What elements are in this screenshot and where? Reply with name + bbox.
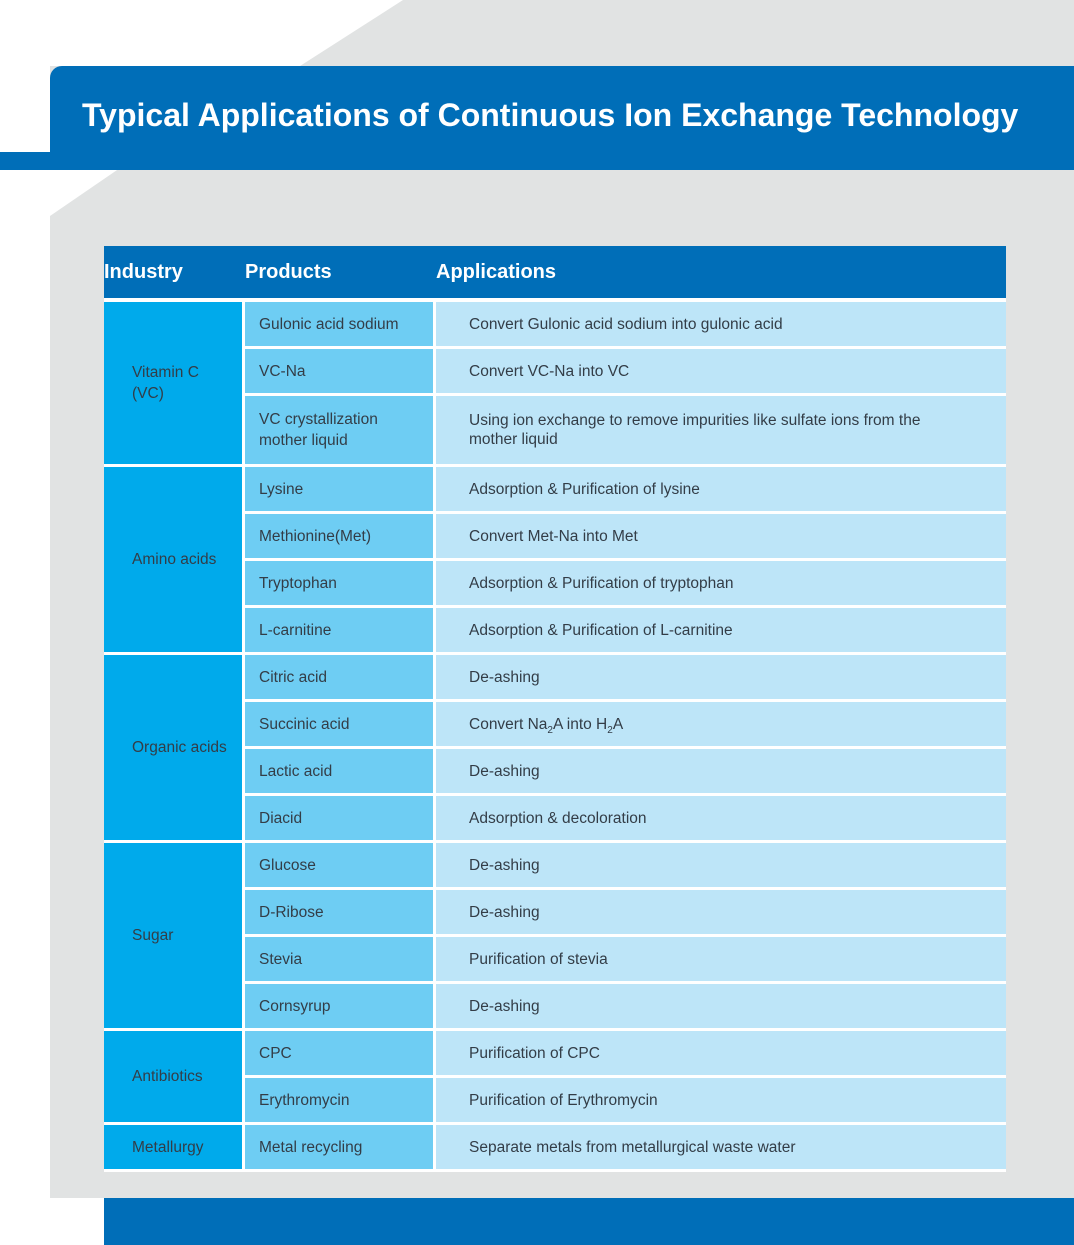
product-cell: Citric acid: [245, 655, 436, 702]
header-applications: Applications: [436, 246, 1006, 302]
application-cell: De-ashing: [436, 890, 1006, 937]
application-cell: De-ashing: [436, 984, 1006, 1031]
application-cell: Purification of stevia: [436, 937, 1006, 984]
product-cell: Gulonic acid sodium: [245, 302, 436, 349]
application-text: A into H: [552, 715, 608, 733]
application-cell: Adsorption & decoloration: [436, 796, 1006, 843]
application-text: Convert Na: [469, 715, 548, 733]
industry-cell: Metallurgy: [104, 1125, 245, 1172]
industry-cell: [104, 302, 245, 467]
application-cell: Convert Gulonic acid sodium into gulonic acid: [436, 302, 1006, 349]
application-cell: Using ion exchange to remove impurities like sulfate ions from the mother liquid: [436, 396, 1006, 467]
industry-cell: Sugar: [104, 843, 245, 1031]
industry-cell: Organic acids: [104, 655, 245, 843]
header-industry: Industry: [104, 246, 245, 302]
product-cell: Methionine(Met): [245, 514, 436, 561]
title-banner-tab: [0, 152, 52, 170]
application-cell: Separate metals from metallurgical waste water: [436, 1125, 1006, 1172]
product-cell: Glucose: [245, 843, 436, 890]
industry-cell: Amino acids: [104, 467, 245, 655]
application-cell: Adsorption & Purification of L-carnitine: [436, 608, 1006, 655]
industry-label: Vitamin C (VC): [132, 364, 199, 402]
product-cell: VC crystallization mother liquid: [245, 396, 436, 467]
product-cell: Stevia: [245, 937, 436, 984]
product-cell: Lactic acid: [245, 749, 436, 796]
product-cell: Cornsyrup: [245, 984, 436, 1031]
table-row: [104, 1031, 1006, 1078]
product-cell: Lysine: [245, 467, 436, 514]
product-cell: Diacid: [245, 796, 436, 843]
product-cell: Erythromycin: [245, 1078, 436, 1125]
product-cell: D-Ribose: [245, 890, 436, 937]
application-cell: De-ashing: [436, 843, 1006, 890]
product-cell: VC-Na: [245, 349, 436, 396]
application-cell: Convert VC-Na into VC: [436, 349, 1006, 396]
footer-banner: [104, 1198, 1074, 1245]
page-margin: [0, 0, 50, 1245]
subscript: 2: [547, 724, 553, 736]
application-cell: De-ashing: [436, 655, 1006, 702]
applications-table: [104, 246, 1006, 1172]
table-row: [104, 843, 1006, 890]
table-row: [104, 467, 1006, 514]
application-cell: De-ashing: [436, 749, 1006, 796]
product-cell: Metal recycling: [245, 1125, 436, 1172]
table-row: [104, 302, 1006, 349]
product-cell: L-carnitine: [245, 608, 436, 655]
table-row: [104, 655, 1006, 702]
product-cell: CPC: [245, 1031, 436, 1078]
product-cell: Tryptophan: [245, 561, 436, 608]
application-cell: Convert Met-Na into Met: [436, 514, 1006, 561]
industry-cell: Antibiotics: [104, 1031, 245, 1125]
application-cell: Adsorption & Purification of tryptophan: [436, 561, 1006, 608]
subscript: 2: [607, 724, 613, 736]
product-cell: Succinic acid: [245, 702, 436, 749]
application-cell: Purification of Erythromycin: [436, 1078, 1006, 1125]
page-title: Typical Applications of Continuous Ion Exchange Technology: [82, 97, 1019, 133]
application-text: A: [612, 715, 624, 733]
application-cell: Purification of CPC: [436, 1031, 1006, 1078]
table-row: [104, 1125, 1006, 1172]
table-header-row: [104, 246, 1006, 302]
application-cell: Adsorption & Purification of lysine: [436, 467, 1006, 514]
header-products: Products: [245, 246, 436, 302]
application-cell: [436, 702, 1006, 749]
